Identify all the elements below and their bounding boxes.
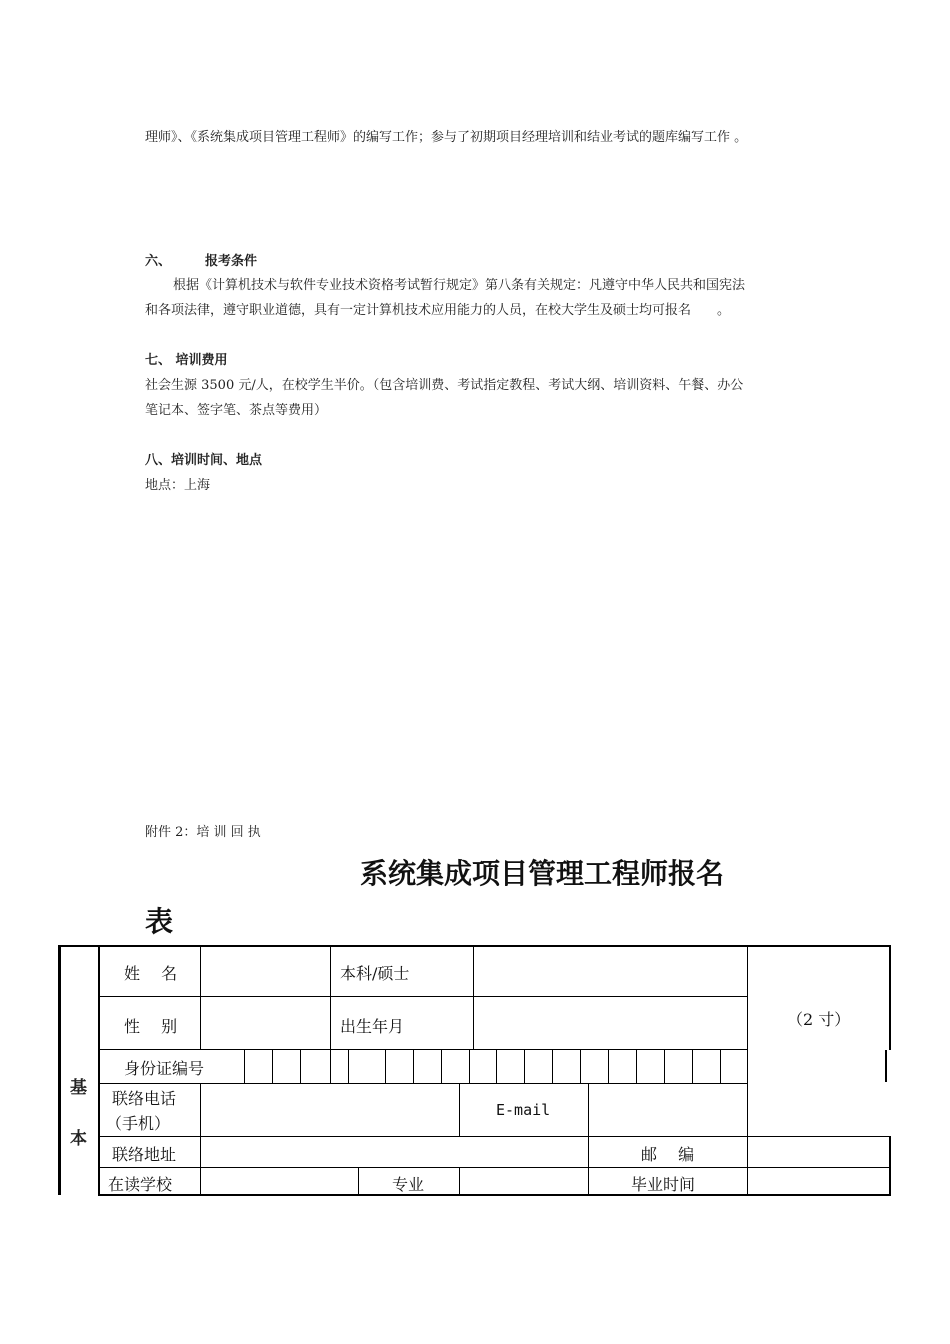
id-box-line — [300, 1049, 301, 1083]
attachment-label: 附件 2：培 训 回 执 — [145, 825, 261, 840]
side-column-divider — [98, 945, 100, 1195]
side-label-char-2: 本 — [70, 1129, 87, 1149]
id-box-line — [272, 1049, 273, 1083]
section8-location: 地点：上海 — [145, 478, 211, 493]
section6-heading: 报考条件 — [205, 254, 258, 269]
col-line-school — [200, 1167, 201, 1195]
id-box-line — [692, 1049, 693, 1083]
id-box-line — [496, 1049, 497, 1083]
section8-heading: 八、培训时间、地点 — [145, 453, 263, 468]
id-box-line — [608, 1049, 609, 1083]
section7-heading: 七、 培训费用 — [145, 353, 228, 368]
col-line-grad — [588, 1167, 589, 1195]
col-line-major-right — [459, 1167, 460, 1195]
name-label: 姓 名 — [124, 964, 178, 983]
form-title-line1: 系统集成项目管理工程师报名 — [360, 857, 725, 890]
section6-paragraph-line1: 根据《计算机技术与软件专业技术资格考试暂行规定》第八条有关规定：凡遵守中华人民共和国宪法 — [173, 278, 746, 293]
col-line-address — [200, 1136, 201, 1167]
email-label: E-mail — [496, 1101, 551, 1119]
photo-placeholder: （2 寸） — [787, 1010, 851, 1029]
section6-number: 六、 — [145, 254, 172, 269]
table-border-left — [58, 945, 61, 1195]
table-border-top — [58, 945, 891, 947]
side-label-char-1: 基 — [70, 1078, 87, 1098]
photo-column-divider — [747, 945, 748, 1195]
row-line-3 — [98, 1083, 748, 1084]
form-title-line2: 表 — [145, 905, 174, 938]
id-box-line — [385, 1049, 386, 1083]
id-box-line — [469, 1049, 470, 1083]
id-box-line — [524, 1049, 525, 1083]
row-line-2 — [98, 1049, 748, 1050]
graduation-time-label: 毕业时间 — [631, 1175, 696, 1194]
section7-paragraph-line1: 社会生源 3500 元/人，在校学生半价。（包含培训费、考试指定教程、考试大纲、培训资料、午餐、办公 — [145, 378, 744, 393]
id-box-line — [720, 1049, 721, 1083]
table-border-right-mid — [885, 1050, 887, 1082]
id-box-line — [580, 1049, 581, 1083]
row-line-1 — [98, 996, 748, 997]
id-box-line — [244, 1049, 245, 1083]
section6-paragraph-line2: 和各项法律，遵守职业道德，具有一定计算机技术应用能力的人员，在校大学生及硕士均可报名 。 — [145, 303, 731, 318]
col-line-b — [330, 945, 331, 1050]
id-box-line — [636, 1049, 637, 1083]
table-border-right-upper — [889, 945, 891, 1050]
col-line-email-right — [588, 1083, 589, 1136]
postcode-label: 邮 编 — [641, 1145, 695, 1164]
intro-line: 理师》、《系统集成项目管理工程师》的编写工作；参与了初期项目经理培训和结业考试的题库编写工作 。 — [145, 130, 748, 145]
table-border-right-lower — [889, 1136, 891, 1195]
col-line-c — [473, 945, 474, 1050]
degree-label: 本科/硕士 — [340, 964, 410, 983]
id-box-line — [552, 1049, 553, 1083]
table-border-bottom — [98, 1194, 891, 1196]
id-box-line — [348, 1049, 349, 1083]
id-box-line — [330, 1049, 331, 1083]
birth-date-label: 出生年月 — [340, 1017, 405, 1036]
phone-label-sub: （手机） — [106, 1114, 171, 1133]
id-box-line — [664, 1049, 665, 1083]
phone-label: 联络电话 — [112, 1089, 177, 1108]
col-line-email-left — [459, 1083, 460, 1136]
row-line-4 — [98, 1136, 891, 1137]
row-line-5 — [98, 1167, 891, 1168]
col-line-phone — [200, 1083, 201, 1136]
col-line-a — [200, 945, 201, 1050]
major-label: 专业 — [392, 1175, 425, 1194]
school-label: 在读学校 — [108, 1175, 173, 1194]
col-line-postcode — [588, 1136, 589, 1167]
section7-paragraph-line2: 笔记本、签字笔、茶点等费用） — [145, 403, 328, 418]
id-box-line — [413, 1049, 414, 1083]
id-number-label: 身份证编号 — [124, 1059, 205, 1078]
gender-label: 性 别 — [124, 1017, 178, 1036]
col-line-major-left — [358, 1167, 359, 1195]
id-box-line — [441, 1049, 442, 1083]
address-label: 联络地址 — [112, 1145, 177, 1164]
